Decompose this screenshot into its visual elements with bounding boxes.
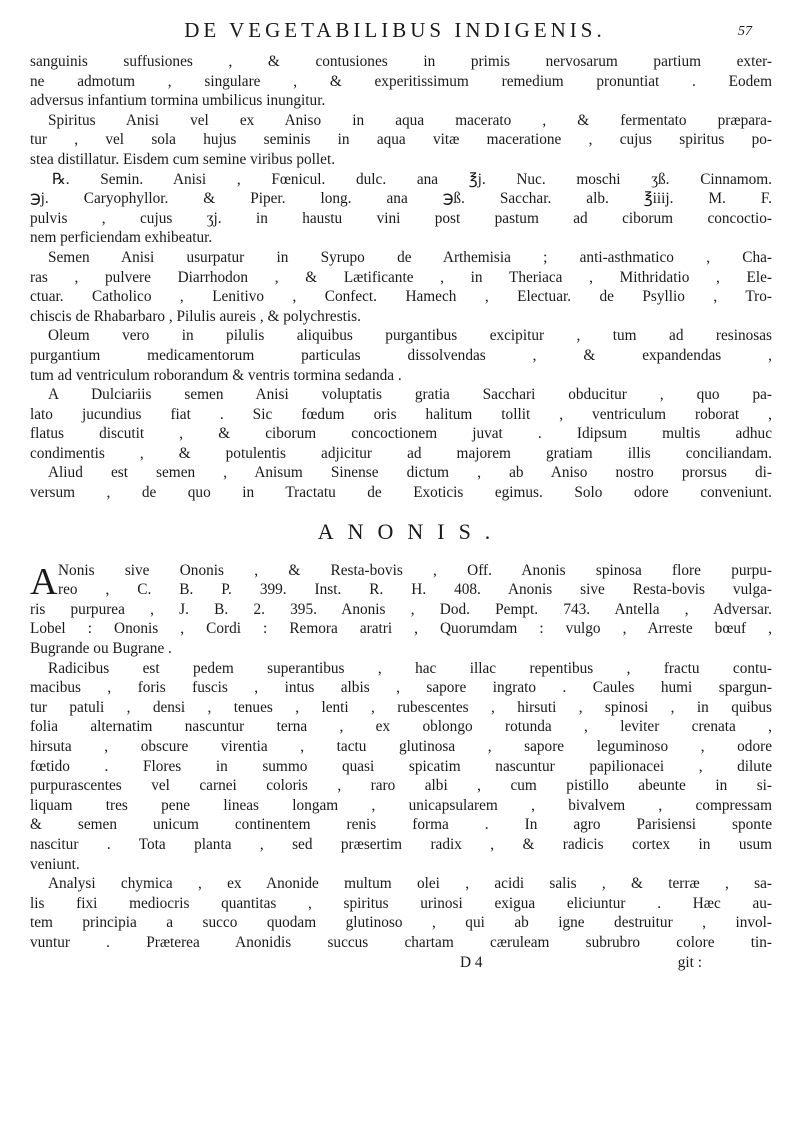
page-number: 57	[738, 24, 752, 39]
text-line: Aliud est semen , Anisum Sinense dictum , ab Aniso nostro prorsus di-	[48, 464, 772, 482]
text-line: lato jucundius fiat . Sic fœdum oris halitum tollit , ventriculum roborat ,	[30, 405, 772, 423]
drop-cap: A	[30, 560, 58, 603]
text-line: ne admotum , singulare , & experitissimum remedium pronuntiat . Eodem	[30, 72, 772, 90]
text-line: Lobel : Ononis , Cordi : Remora aratri , Quorumdam : vulgo , Arreste bœuf ,	[30, 620, 772, 638]
text-line: liquam tres pene lineas longam , unicapsularem , bivalvem , compressam	[30, 796, 772, 814]
text-line: condimentis , & potulentis adjicitur ad majorem gratiam illis conciliandam.	[30, 444, 772, 462]
text-line: ris purpurea , J. B. 2. 395. Anonis , Dod. Pempt. 743. Antella , Adversar.	[30, 600, 772, 618]
text-line: Radicibus est pedem superantibus , hac illac repentibus , fractu contu-	[48, 659, 772, 677]
text-line: tem principia a succo quodam glutinoso , qui ab igne destruitur , invol-	[30, 914, 772, 932]
signature-mark: D 4	[460, 953, 483, 971]
text-line: purpurascentes vel carnei coloris , raro albi , cum pistillo abeunte in si-	[30, 777, 772, 795]
text-line: reo , C. B. P. 399. Inst. R. H. 408. Anonis sive Resta-bovis vulga-	[58, 581, 772, 599]
text-line: ctuar. Catholico , Lenitivo , Confect. Hamech , Electuar. de Psyllio , Tro-	[30, 288, 772, 306]
text-line: A Dulciariis semen Anisi voluptatis gratia Sacchari obducitur , quo pa-	[48, 386, 772, 404]
text-line: Spiritus Anisi vel ex Aniso in aqua macerato , & fermentato præpara-	[48, 111, 772, 129]
running-head	[0, 18, 800, 48]
text-line: hirsuta , obscure virentia , tactu glutinosa , sapore leguminoso , odore	[30, 738, 772, 755]
running-title: DE VEGETABILIBUS INDIGENIS.	[184, 18, 606, 42]
text-line: folia alternatim nascuntur terna , ex oblongo rotunda , leviter crenata ,	[30, 718, 772, 736]
section-heading: ANONIS.	[317, 518, 505, 544]
text-line: pulvis , cujus ʒj. in haustu vini post pastum ad ciborum concoctio-	[30, 209, 772, 227]
text-line: tur , vel sola hujus seminis in aqua vitæ maceratione , cujus spiritus po-	[30, 131, 772, 149]
text-line: macibus , foris fuscis , intus albis , sapore ingrato . Caules humi spargun-	[30, 679, 772, 697]
text-line: Oleum vero in pilulis aliquibus purgantibus excipitur , tum ad resinosas	[48, 327, 772, 345]
page-footer	[30, 953, 772, 973]
text-line-content: Nonis sive Ononis , & Resta-bovis , Off. Anonis spinosa flore purpu-	[58, 561, 772, 579]
text-line: nem perficiendam exhibeatur.	[30, 229, 213, 247]
text-line: lis fixi mediocris quantitas , spiritus urinosi exigua eliciuntur . Hæc au-	[30, 894, 772, 912]
text-line: stea distillatur. Eisdem cum semine viribus pollet.	[30, 150, 336, 168]
text-line: tur patuli , densi , tenues , lenti , rubescentes , hirsuti , spinosi , in quibus	[30, 698, 772, 716]
text-line: ras , pulvere Diarrhodon , & Lætificante , in Theriaca , Mithridatio , Ele-	[30, 268, 772, 286]
text-line: chiscis de Rhabarbaro , Pilulis aureis , & polychrestis.	[30, 307, 361, 325]
text-line: veniunt.	[30, 855, 80, 873]
text-block	[30, 52, 772, 972]
text-line: versum , de quo in Tractatu de Exoticis egimus. Solo odore conveniunt.	[30, 484, 772, 502]
text-line: flatus discutit , & ciborum concoctionem juvat . Idipsum multis adhuc	[30, 425, 772, 443]
text-line: purgantium medicamentorum particulas dissolvendas , & expandendas ,	[30, 346, 772, 364]
text-line: & semen unicum continentem renis forma . In agro Parisiensi sponte	[30, 816, 772, 834]
text-line: nascitur . Tota planta , sed præsertim radix , & radicis cortex in usum	[30, 835, 772, 853]
text-line: Analysi chymica , ex Anonide multum olei , acidi salis , & terræ , sa-	[48, 875, 772, 893]
text-line: sanguinis suffusiones , & contusiones in primis nervosarum partium exter-	[30, 53, 772, 70]
text-line: vuntur . Præterea Anonidis succus chartam cæruleam subrubro colore tin-	[30, 933, 772, 951]
text-line: ℈j. Caryophyllor. & Piper. long. ana ℈ß. Sacchar. alb. ℥iiij. M. F.	[30, 190, 772, 208]
text-line: ℞. Semin. Anisi , Fœnicul. dulc. ana ℥j. Nuc. moschi ʒß. Cinnamom.	[52, 170, 772, 188]
text-line: fœtido . Flores in summo quasi spicatim nascuntur papilionacei , dilute	[30, 757, 772, 775]
text-line: Bugrande ou Bugrane .	[30, 640, 172, 658]
text-line: tum ad ventriculum roborandum & ventris tormina sedanda .	[30, 366, 402, 384]
text-line: Semen Anisi usurpatur in Syrupo de Arthemisia ; anti-asthmatico , Cha-	[48, 248, 772, 266]
catchword: git :	[677, 953, 702, 971]
text-line: adversus infantium tormina umbilicus inungitur.	[30, 92, 326, 110]
